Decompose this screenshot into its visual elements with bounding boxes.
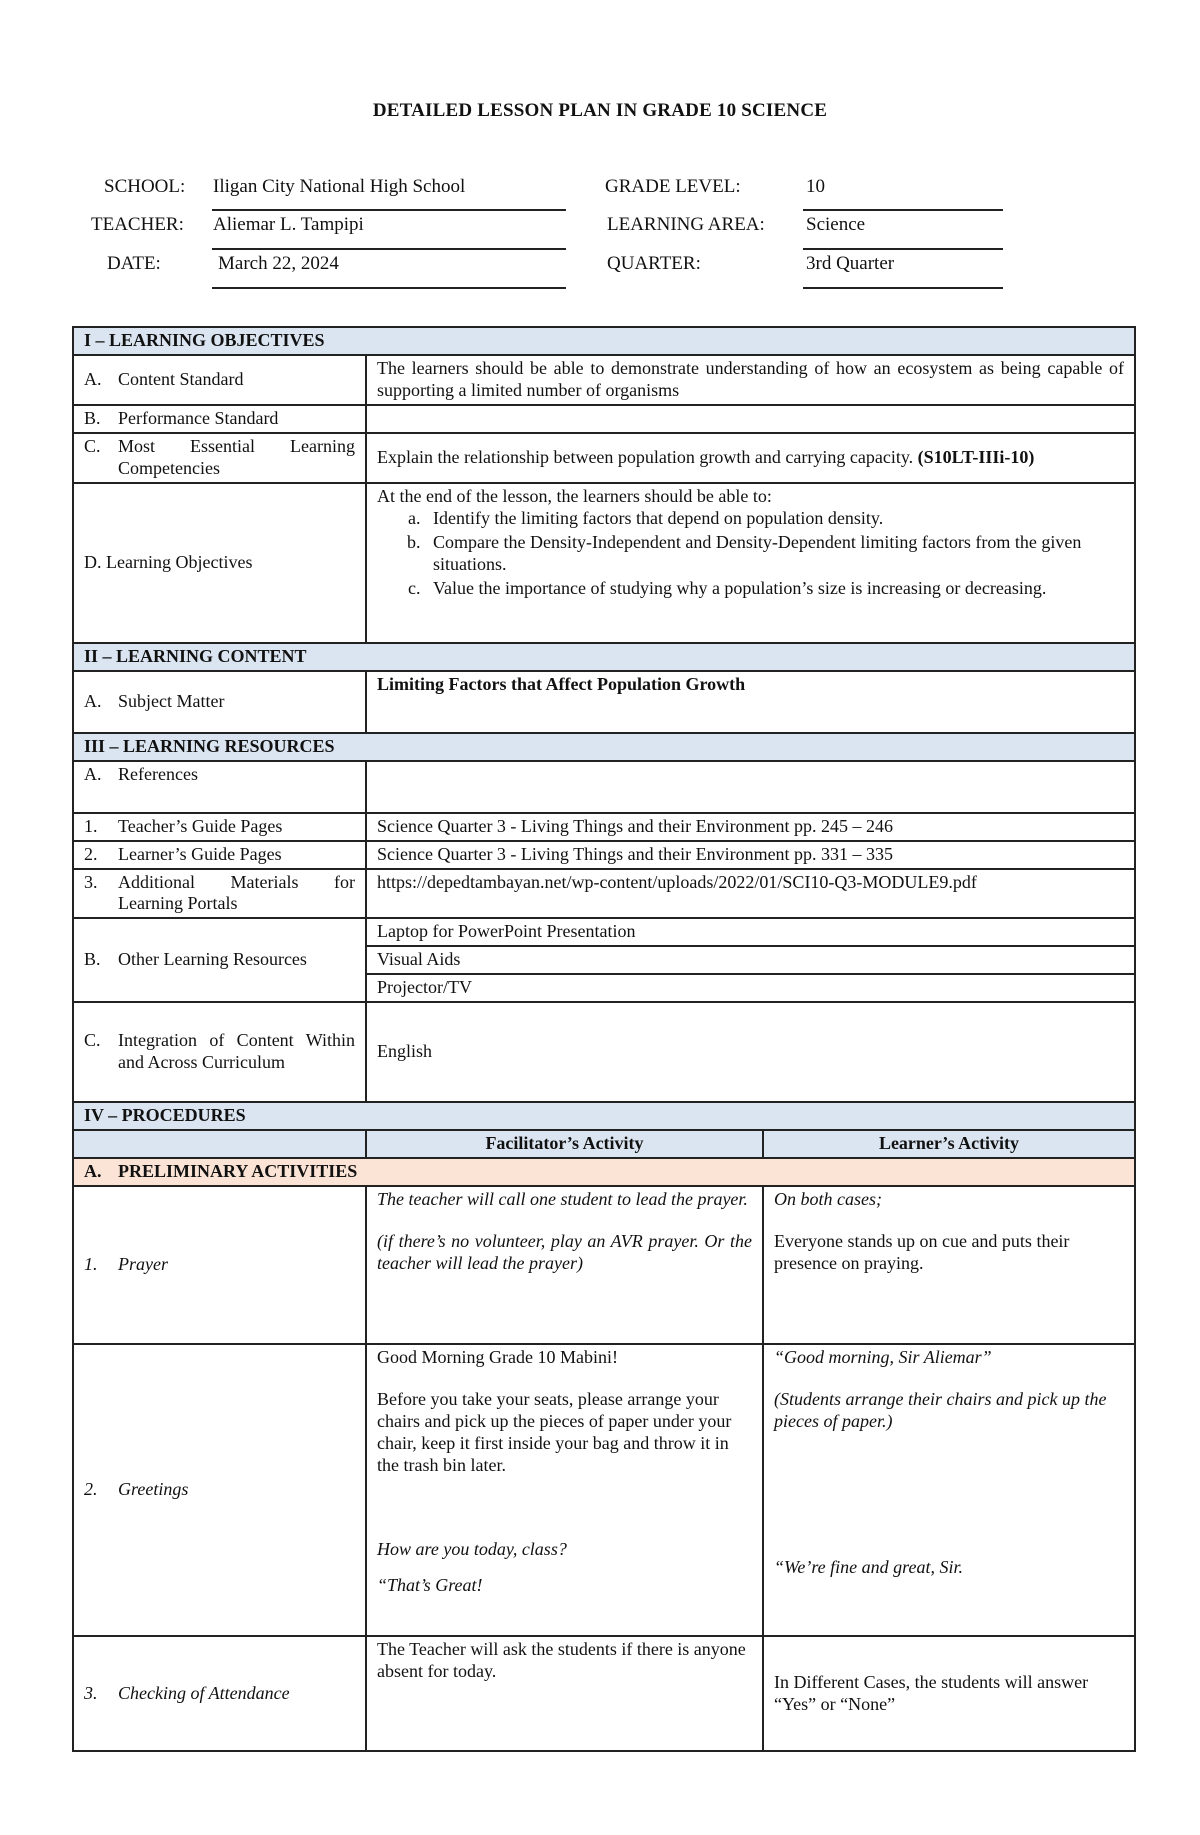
learning-objectives-value (366, 483, 1135, 643)
other-resources-label: B. Other Learning Resources (73, 918, 366, 1002)
school-value: Iligan City National High School (213, 176, 466, 197)
content-standard-label: A. Content Standard (73, 355, 366, 405)
date-value: March 22, 2024 (218, 253, 339, 274)
section-title: III – LEARNING RESOURCES (73, 733, 1135, 761)
performance-standard-label: B. Performance Standard (73, 405, 366, 433)
row-learning-objectives (73, 483, 1135, 643)
greeting-learner-action: (Students arrange their chairs and pick up the pieces of paper.) (774, 1389, 1107, 1432)
learners-guide-label: 2. Learner’s Guide Pages (73, 841, 366, 869)
subject-matter-label: A. Subject Matter (73, 671, 366, 733)
teacher-underline (212, 248, 566, 250)
row-melc (73, 433, 1135, 483)
additional-materials-label: 3. Additional Materials for Learning Portals (73, 869, 366, 919)
learner-header: Learner’s Activity (763, 1130, 1135, 1158)
integration-value: English (366, 1002, 1135, 1102)
learners-guide-value: Science Quarter 3 - Living Things and their Environment pp. 331 – 335 (366, 841, 1135, 869)
section-title: IV – PROCEDURES (73, 1102, 1135, 1130)
greetings-facilitator (366, 1344, 763, 1636)
school-underline (212, 209, 566, 211)
learning-objectives-label: D. Learning Objectives (73, 483, 366, 643)
area-label: LEARNING AREA: (607, 214, 765, 235)
teacher-value: Aliemar L. Tampipi (213, 214, 364, 235)
preliminary-activities-label: A. PRELIMINARY ACTIVITIES (73, 1158, 1135, 1186)
row-greetings (73, 1344, 1135, 1636)
area-underline (803, 248, 1003, 250)
greetings-learner (763, 1344, 1135, 1636)
melc-value: Explain the relationship between population growth and carrying capacity. (S10LT-IIIi-10) (366, 433, 1135, 483)
section-procedures (73, 1102, 1135, 1130)
teachers-guide-value: Science Quarter 3 - Living Things and their Environment pp. 245 – 246 (366, 813, 1135, 841)
greetings-label: 2. Greetings (73, 1344, 366, 1636)
objective-item: b. Compare the Density-Independent and Density-Dependent limiting factors from the given situations. (425, 532, 1124, 576)
facilitator-header: Facilitator’s Activity (366, 1130, 763, 1158)
row-prayer (73, 1186, 1135, 1344)
grade-value: 10 (806, 176, 825, 197)
procedures-column-headers (73, 1130, 1135, 1158)
row-learners-guide (73, 841, 1135, 869)
other-resource-item: Projector/TV (366, 974, 1135, 1002)
row-teachers-guide (73, 813, 1135, 841)
date-underline (212, 287, 566, 289)
row-performance-standard (73, 405, 1135, 433)
greeting-text: Good Morning Grade 10 Mabini! (377, 1347, 618, 1368)
objectives-intro: At the end of the lesson, the learners should be able to: (377, 485, 772, 506)
section-learning-content (73, 643, 1135, 671)
section-learning-resources (73, 733, 1135, 761)
date-label: DATE: (107, 253, 161, 274)
attendance-facilitator: The Teacher will ask the students if there is anyone absent for today. (366, 1636, 763, 1751)
quarter-label: QUARTER: (607, 253, 701, 274)
quarter-underline (803, 287, 1003, 289)
other-resource-item: Laptop for PowerPoint Presentation (366, 918, 1135, 946)
melc-label: C. Most Essential Learning Competencies (73, 433, 366, 483)
greeting-reply: “That’s Great! (377, 1574, 483, 1595)
objectives-list (377, 508, 1124, 600)
additional-materials-link[interactable]: https://depedtambayan.net/wp-content/uploads/2022/01/SCI10-Q3-MODULE9.pdf (366, 869, 1135, 919)
row-content-standard (73, 355, 1135, 405)
integration-label: C. Integration of Content Within and Across Curriculum (73, 1002, 366, 1102)
row-attendance (73, 1636, 1135, 1751)
prayer-learner-text: On both cases; (774, 1189, 882, 1210)
content-standard-value: The learners should be able to demonstrate understanding of how an ecosystem as being capable of supporting a limited number of organisms (366, 355, 1135, 405)
prayer-learner-response: Everyone stands up on cue and puts their presence on praying. (774, 1231, 1070, 1274)
lesson-plan-table (72, 326, 1136, 1752)
objective-item: a. Identify the limiting factors that depend on population density. (425, 508, 1124, 530)
prayer-facilitator (366, 1186, 763, 1344)
greeting-instructions: Before you take your seats, please arrange your chairs and pick up the pieces of paper under your chair, keep it first inside your bag and throw it in the trash bin later. (377, 1389, 732, 1475)
greeting-learner-answer: “We’re fine and great, Sir. (774, 1557, 963, 1578)
section-title: I – LEARNING OBJECTIVES (73, 327, 1135, 355)
quarter-value: 3rd Quarter (806, 253, 895, 274)
row-integration (73, 1002, 1135, 1102)
objective-item: c. Value the importance of studying why a population’s size is increasing or decreasing. (425, 578, 1124, 600)
prayer-label: 1. Prayer (73, 1186, 366, 1344)
section-title: II – LEARNING CONTENT (73, 643, 1135, 671)
prayer-facilitator-text: The teacher will call one student to lead the prayer. (377, 1189, 748, 1210)
preliminary-activities-row (73, 1158, 1135, 1186)
row-subject-matter (73, 671, 1135, 733)
greeting-learner-response: “Good morning, Sir Aliemar” (774, 1347, 992, 1368)
section-learning-objectives (73, 327, 1135, 355)
attendance-learner: In Different Cases, the students will answer “Yes” or “None” (763, 1636, 1135, 1751)
row-other-resources-1 (73, 918, 1135, 946)
performance-standard-value (366, 405, 1135, 433)
area-value: Science (806, 214, 866, 235)
teacher-label: TEACHER: (91, 214, 184, 235)
prayer-facilitator-note: (if there’s no volunteer, play an AVR prayer. Or the teacher will lead the prayer) (377, 1231, 752, 1274)
references-value (366, 761, 1135, 813)
school-label: SCHOOL: (104, 176, 186, 197)
attendance-label: 3. Checking of Attendance (73, 1636, 366, 1751)
teachers-guide-label: 1. Teacher’s Guide Pages (73, 813, 366, 841)
blank-header (73, 1130, 366, 1158)
prayer-learner (763, 1186, 1135, 1344)
melc-code: (S10LT-IIIi-10) (917, 446, 1035, 467)
row-additional-materials (73, 869, 1135, 919)
row-references (73, 761, 1135, 813)
grade-underline (803, 209, 1003, 211)
subject-matter-value: Limiting Factors that Affect Population Growth (366, 671, 1135, 733)
grade-label: GRADE LEVEL: (605, 176, 741, 197)
other-resource-item: Visual Aids (366, 946, 1135, 974)
references-label: A. References (73, 761, 366, 813)
greeting-question: How are you today, class? (377, 1538, 567, 1559)
page-title: DETAILED LESSON PLAN IN GRADE 10 SCIENCE (372, 100, 828, 121)
